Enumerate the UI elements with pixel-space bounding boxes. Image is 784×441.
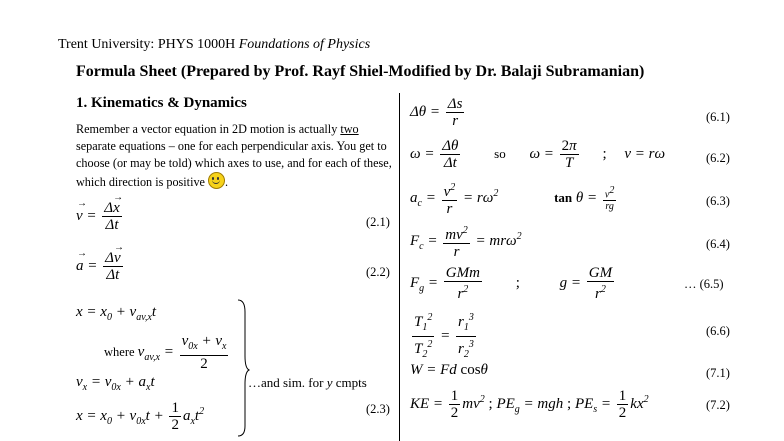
- smiley-face-icon: [208, 172, 225, 189]
- section-heading: 1. Kinematics & Dynamics: [76, 95, 247, 111]
- equation-acceleration: a → = Δv → Δt: [76, 242, 124, 283]
- equation-number: (6.2): [706, 151, 730, 165]
- equation-number: (6.3): [706, 194, 730, 208]
- equation-number: (7.1): [706, 366, 730, 380]
- equation-energy: KE = $\frac{1}{2}$ $mv^2$ ; $PE_g$ = mgh ; $PE_s$ = $\frac{1}{2}$ $kx^2$: [410, 388, 649, 421]
- equation-work: W = Fd cosθ: [410, 362, 488, 378]
- equation-velocity: v → = Δx → Δt: [76, 192, 124, 233]
- equation-centripetal: $a_c$ = $\frac{v^2}{r}$ = $r\omega^2$ tan θ = $\frac{v^2}{rg}$: [410, 182, 615, 217]
- equation-gravitation: $F_g$ = $\frac{\text{GMm}}{r^2}$ ; g = $\frac{GM}{r^2}$: [410, 265, 613, 302]
- section-paragraph: Remember a vector equation in 2D motion is actually two separate equations – one for each perpendicular axis. You get to choose (or may be told) which axes to use, and for each of these, which direction is positive .: [76, 122, 392, 189]
- equation-number: (6.6): [706, 324, 730, 338]
- document-header: [58, 37, 370, 53]
- page-title: Formula Sheet (Prepared by Prof. Rayf Shiel-Modified by Dr. Balaji Subramanian): [76, 63, 645, 80]
- equation-angular-velocity: ω = $\frac{\Delta\theta}{\Delta t}$ so ω = $\frac{2\pi}{T}$ ; v = rω: [410, 138, 666, 171]
- equation-final-velocity: $v_x = v_{0x} + a_xt$: [76, 374, 155, 393]
- equation-number: (6.1): [706, 110, 730, 124]
- equation-number: (2.1): [366, 215, 390, 229]
- underlined-word: two: [340, 122, 359, 136]
- course-code: PHYS 1000H: [157, 37, 239, 52]
- course-title: Foundations of Physics: [238, 37, 371, 52]
- equation-number: … (6.5): [684, 277, 724, 291]
- column-divider: [399, 93, 400, 441]
- equation-average-velocity: where $v_{av,x}$ = $\frac{v_{0x} + v_x}{2}$: [104, 333, 227, 372]
- equation-number: (2.2): [366, 265, 390, 279]
- equation-kepler: $\frac{T_1^2}{T_2^2}$ = $\frac{r_1^3}{r_2^3}$: [414, 312, 474, 360]
- equation-position: $x = x_0 + v_{av,x}t$: [76, 304, 157, 323]
- university-name: Trent University:: [58, 37, 158, 52]
- equation-number: (6.4): [706, 237, 730, 251]
- equation-number: (2.3): [366, 402, 390, 416]
- equation-centripetal-force: $F_c$ = $\frac{mv^2}{r}$ = mrω$^2$: [410, 225, 522, 260]
- equation-angular-displacement: Δθ = $\frac{\Delta s}{r}$: [410, 96, 463, 129]
- equation-number: (7.2): [706, 398, 730, 412]
- brace-note: …and sim. for y cmpts: [248, 375, 367, 390]
- curly-brace: [236, 298, 250, 438]
- equation-displacement: $x = x_0 + v_{0x}t$ + $\frac{1}{2}$ $a_xt^2$: [76, 400, 205, 433]
